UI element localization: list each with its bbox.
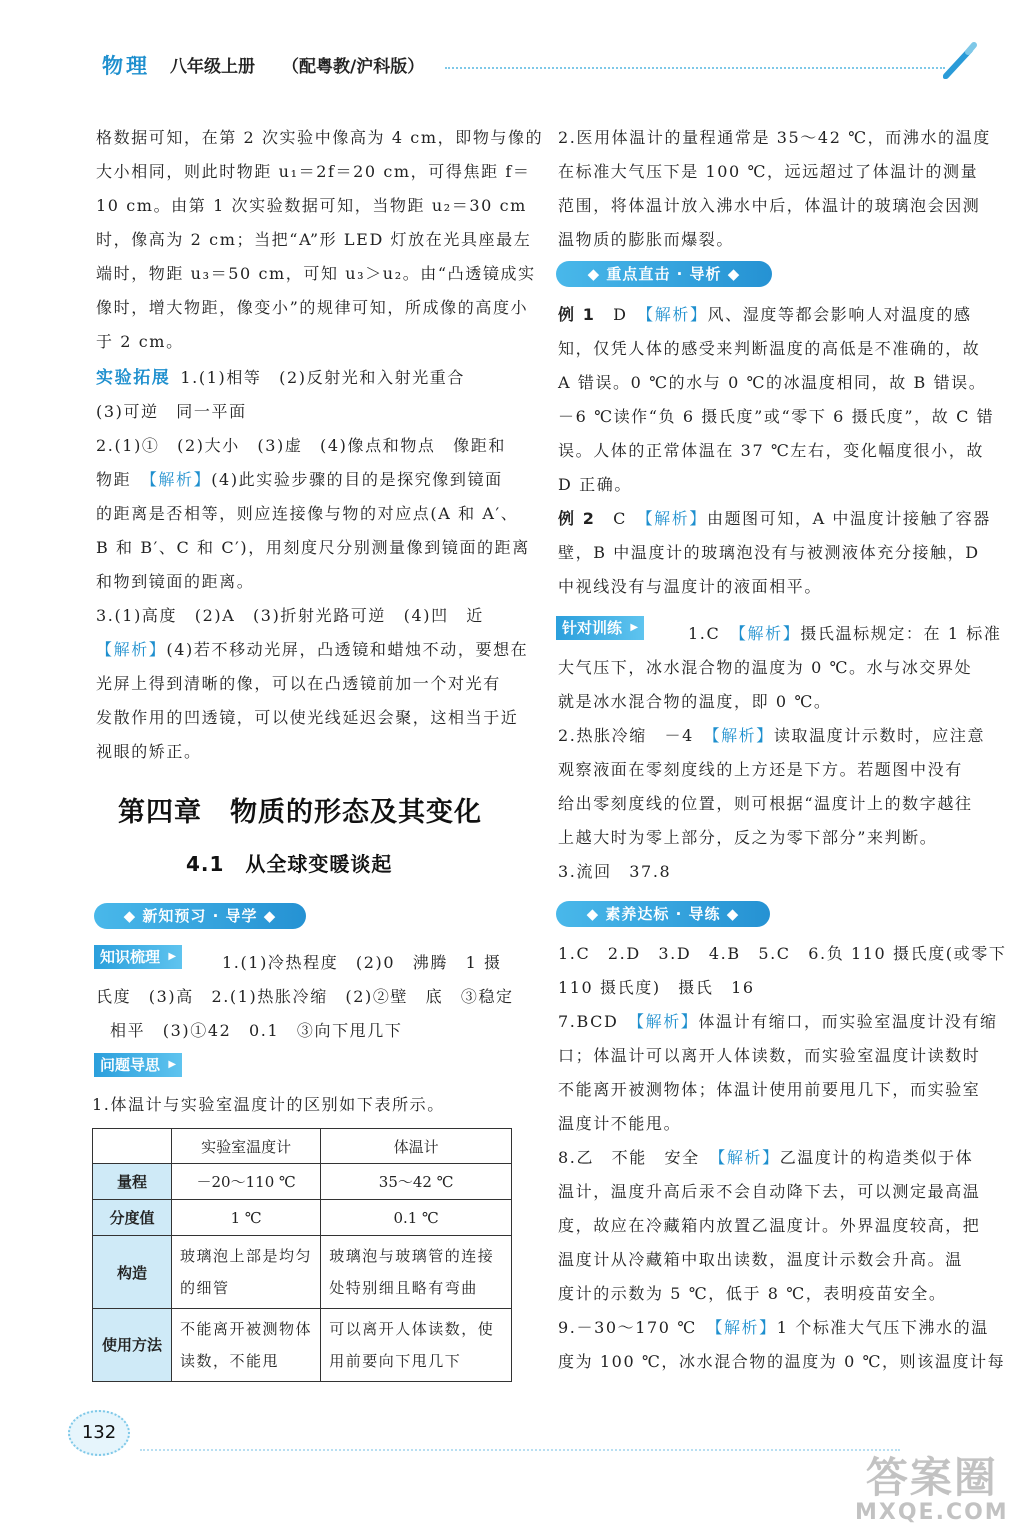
text-line: 和物到镜面的距离。 — [96, 572, 255, 591]
text-line: 温度计不能甩。 — [558, 1114, 682, 1133]
table-header-cell: 体温计 — [321, 1129, 512, 1164]
section-title: 4.1 从全球变暖谈起 — [186, 852, 393, 876]
text-line: 乙温度计的构造类似于体 — [779, 1148, 974, 1167]
text-line: 光屏上得到清晰的像，可以在凸透镜前加一个对光有 — [96, 674, 501, 693]
text-line: 格数据可知，在第 2 次实验中像高为 4 cm，即物与像的 — [96, 128, 544, 147]
grade-label: 八年级上册 — [170, 57, 255, 77]
text-line: 温度计从冷藏箱中取出读数，温度计示数会升高。温 — [558, 1250, 963, 1269]
analysis-tag: 【解析】 — [711, 726, 774, 745]
text-line: 上越大时为零上部分，反之为零下部分”来判断。 — [558, 828, 938, 847]
table-header-row — [93, 1129, 512, 1164]
table-header-cell: 实验室温度计 — [172, 1129, 321, 1164]
text-line: (4)此实验步骤的目的是探究像到镜面 — [211, 470, 503, 489]
text-line: 口；体温计可以离开人体读数，而实验室温度计读数时 — [558, 1046, 981, 1065]
table-row — [93, 1200, 512, 1236]
label-knowledge: 知识梳理 ▶ — [94, 945, 182, 969]
text-line: 10 cm。由第 1 次实验数据可知，当物距 u₂＝30 cm — [96, 196, 527, 215]
thermometer-comparison-table — [92, 1128, 512, 1382]
experiment-extension-title: 实验拓展 — [96, 368, 171, 388]
knowledge-answers — [96, 946, 514, 1048]
text-line: 的距离是否相等，则应连接像与物的对应点(A 和 A′、 — [96, 504, 519, 523]
text-line: 温物质的膨胀而爆裂。 — [558, 230, 735, 249]
answer-text: 9.－30～170 ℃ — [558, 1318, 697, 1337]
text-line: 1.C 2.D 3.D 4.B 5.C 6.负 110 摄氏度(或零下 — [558, 944, 1007, 963]
text-line: 观察液面在零刻度线的上方还是下方。若题图中没有 — [558, 760, 963, 779]
table-row — [93, 1309, 512, 1382]
practice-answers — [558, 937, 1006, 1379]
example-answer: D — [613, 305, 628, 324]
text-line: 给出零刻度线的位置，则可根据“温度计上的数字越往 — [558, 794, 973, 813]
text-line: 大小相同，则此时物距 u₁＝2f＝20 cm，可得焦距 f＝ — [96, 162, 531, 181]
subject-title: 物理 — [102, 54, 150, 78]
text-line: 温计，温度升高后汞不会自动降下去，可以测定最高温 — [558, 1182, 981, 1201]
watermark — [855, 1455, 1009, 1525]
text-line: 度计的示数为 5 ℃，低于 8 ℃，表明疫苗安全。 — [558, 1284, 947, 1303]
analysis-tag: 【解析】 — [636, 1012, 699, 1031]
table-row — [93, 1164, 512, 1200]
text-line: 110 摄氏度) 摄氏 16 — [558, 978, 755, 997]
analysis-tag: 【解析】 — [645, 305, 708, 324]
row-header-cell: 使用方法 — [93, 1309, 172, 1382]
experiment-extension — [96, 361, 530, 769]
text-line: 像时，增大物距，像变小”的规律可知，所成像的高度小 — [96, 298, 529, 317]
banner-practice: ◆ 素养达标 · 导练 ◆ — [556, 901, 770, 927]
analysis-tag: 【解析】 — [714, 1318, 777, 1337]
analysis-tag: 【解析】 — [96, 640, 167, 659]
text-line: 3.流回 37.8 — [558, 862, 672, 881]
text-line: 1.(1)冷热程度 (2)0 沸腾 1 摄 — [222, 953, 502, 972]
text-line: 相平 (3)①42 0.1 ③向下甩几下 — [110, 1021, 403, 1040]
text-line: 3.(1)高度 (2)A (3)折射光路可逆 (4)凹 近 — [96, 606, 484, 625]
answer-text: 2.热胀冷缩 －4 — [558, 726, 694, 745]
answer-text: 8.乙 不能 安全 — [558, 1148, 700, 1167]
text-line: 不能离开被测物体；体温计使用前要甩几下，而实验室 — [558, 1080, 981, 1099]
table-cell: －20～110 ℃ — [172, 1164, 321, 1200]
watermark-line: 答案圈 — [865, 1453, 998, 1502]
header-divider — [445, 67, 945, 69]
table-header-cell — [93, 1129, 172, 1164]
text-line: 发散作用的凹透镜，可以使光线延迟会聚，这相当于近 — [96, 708, 519, 727]
table-cell: 35～42 ℃ — [321, 1164, 512, 1200]
table-cell: 玻璃泡与玻璃管的连接处特别细且略有弯曲 — [321, 1236, 512, 1309]
examples-block — [558, 298, 994, 604]
text-line: D 正确。 — [558, 475, 632, 494]
text-line: 物距 — [96, 470, 149, 489]
text-line: 2.医用体温计的量程通常是 35～42 ℃，而沸水的温度 — [558, 128, 991, 147]
right-paragraph-1 — [558, 121, 991, 257]
analysis-tag: 【解析】 — [737, 624, 801, 643]
text-line: 就是冰水混合物的温度，即 0 ℃。 — [558, 692, 832, 711]
table-cell: 不能离开被测物体读数，不能甩 — [172, 1309, 321, 1382]
text-line: －6 ℃读作“负 6 摄氏度”或“零下 6 摄氏度”，故 C 错 — [558, 407, 995, 426]
text-line: 2.(1)① (2)大小 (3)虚 (4)像点和物点 像距和 — [96, 436, 506, 455]
label-question: 问题导思 ▶ — [94, 1053, 182, 1077]
edition-label: （配粤教/沪科版） — [282, 57, 425, 77]
table-cell: 玻璃泡上部是均匀的细管 — [172, 1236, 321, 1309]
training-answers — [558, 617, 1001, 889]
text-line: 氏度 (3)高 2.(1)热胀冷缩 (2)②壁 底 ③稳定 — [96, 987, 514, 1006]
text-line: 范围，将体温计放入沸水中后，体温计的玻璃泡会因测 — [558, 196, 981, 215]
text-line: 1 个标准大气压下沸水的温 — [776, 1318, 989, 1337]
left-paragraph-1 — [96, 121, 543, 359]
page-number: 132 — [68, 1410, 130, 1456]
table-row — [93, 1236, 512, 1309]
example-label: 例 1 — [558, 305, 596, 324]
text-line: 摄氏温标规定：在 1 标准 — [800, 624, 1002, 643]
text-line: 度为 100 ℃，冰水混合物的温度为 0 ℃，则该温度计每 — [558, 1352, 1006, 1371]
question-intro: 1.体温计与实验室温度计的区别如下表所示。 — [92, 1095, 445, 1114]
text-line: (4)若不移动光屏，凸透镜和蜡烛不动，要想在 — [166, 640, 529, 659]
table-cell: 可以离开人体读数，使用前要向下甩几下 — [321, 1309, 512, 1382]
example-answer: C — [613, 509, 627, 528]
text-line: 误。人体的正常体温在 37 ℃左右，变化幅度很小，故 — [558, 441, 985, 460]
table-cell: 1 ℃ — [172, 1200, 321, 1236]
text-line: 大气压下，冰水混合物的温度为 0 ℃。水与冰交界处 — [558, 658, 973, 677]
analysis-tag: 【解析】 — [644, 509, 707, 528]
text-line: 体温计有缩口，而实验室温度计没有缩 — [698, 1012, 998, 1031]
example-label: 例 2 — [558, 509, 596, 528]
table-cell: 0.1 ℃ — [321, 1200, 512, 1236]
text-line: 视眼的矫正。 — [96, 742, 202, 761]
text-line: 中视线没有与温度计的液面相平。 — [558, 577, 823, 596]
chapter-title: 第四章 物质的形态及其变化 — [118, 797, 482, 828]
text-line: 度，故应在冷藏箱内放置乙温度计。外界温度较高，把 — [558, 1216, 981, 1235]
text-line: 时，像高为 2 cm；当把“A”形 LED 灯放在光具座最左 — [96, 230, 532, 249]
answer-text: 1.C — [688, 624, 721, 643]
text-line: A 错误。0 ℃的水与 0 ℃的冰温度相同，故 B 错误。 — [558, 373, 987, 392]
pen-icon — [940, 40, 980, 82]
text-line: B 和 B′、C 和 C′)，用刻度尺分别测量像到镜面的距离 — [96, 538, 530, 557]
text-line: 在标准大气压下是 100 ℃，远远超过了体温计的测量 — [558, 162, 979, 181]
text-line: (3)可逆 同一平面 — [96, 402, 247, 421]
text-line: 读取温度计示数时，应注意 — [773, 726, 986, 745]
answer-text: 7.BCD — [558, 1012, 619, 1031]
text-line: 端时，物距 u₃＝50 cm，可知 u₃＞u₂。由“凸透镜成实 — [96, 264, 536, 283]
footer-divider — [140, 1449, 900, 1451]
banner-preview: ◆ 新知预习 · 导学 ◆ — [94, 903, 306, 929]
text-line: 由题图可知，A 中温度计接触了容器 — [706, 509, 991, 528]
analysis-tag: 【解析】 — [148, 470, 212, 489]
row-header-cell: 量程 — [93, 1164, 172, 1200]
banner-key-points: ◆ 重点直击 · 导析 ◆ — [556, 261, 772, 287]
text-line: 知，仅凭人体的感受来判断温度的高低是不准确的，故 — [558, 339, 981, 358]
row-header-cell: 分度值 — [93, 1200, 172, 1236]
label-training: 针对训练 ▶ — [556, 616, 644, 640]
analysis-tag: 【解析】 — [717, 1148, 780, 1167]
text-line: 1.(1)相等 (2)反射光和入射光重合 — [180, 368, 466, 387]
watermark-line: MXQE.COM — [855, 1500, 1009, 1525]
text-line: 于 2 cm。 — [96, 332, 184, 351]
text-line: 风、湿度等都会影响人对温度的感 — [707, 305, 972, 324]
row-header-cell: 构造 — [93, 1236, 172, 1309]
text-line: 壁，B 中温度计的玻璃泡没有与被测液体充分接触，D — [558, 543, 980, 562]
